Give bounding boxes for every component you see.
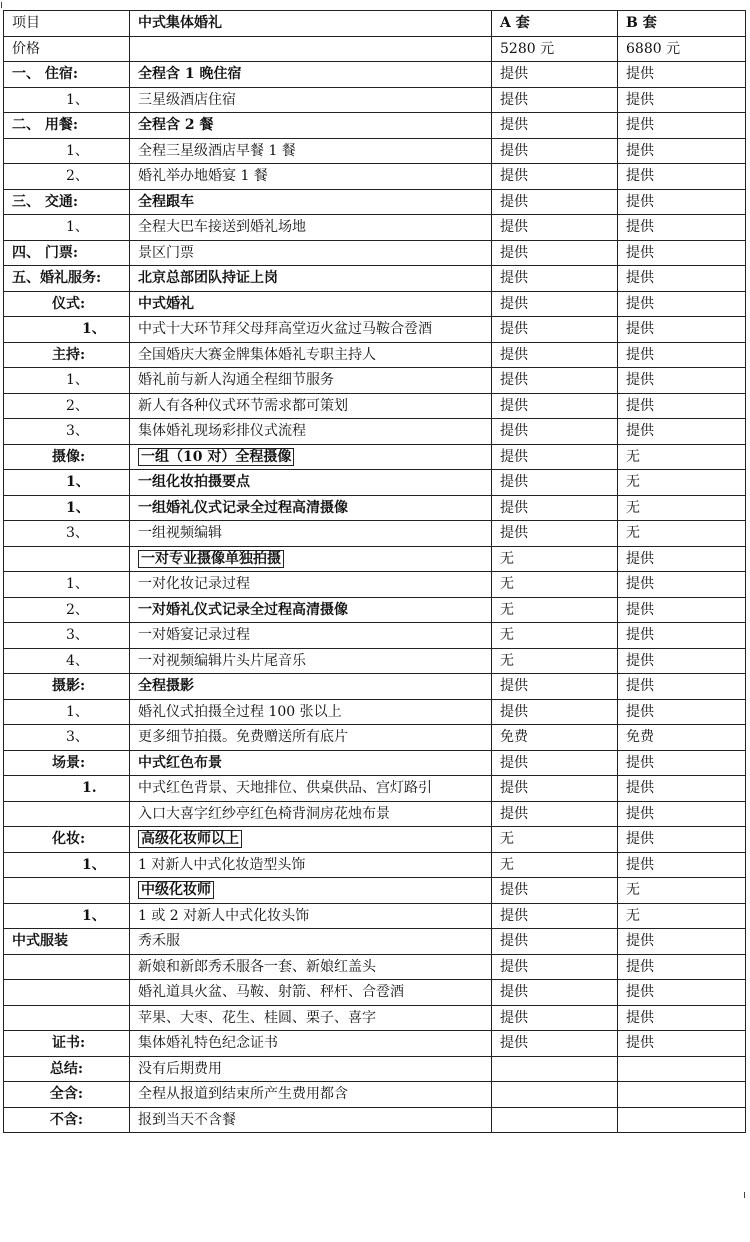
package-a-value: 提供 [492, 138, 618, 164]
package-b-value: 提供 [618, 393, 746, 419]
package-a-value: 提供 [492, 419, 618, 445]
package-a-value: 提供 [492, 240, 618, 266]
row-item-label [4, 980, 130, 1006]
table-row [4, 725, 746, 751]
row-description: 一对专业摄像单独拍摄 [138, 550, 284, 568]
row-description: 全程含 2 餐 [138, 117, 214, 134]
row-item-label: 化妆: [4, 827, 130, 853]
row-description: 中式红色布景 [138, 754, 222, 771]
package-a-value: 无 [492, 827, 618, 853]
row-description-cell [130, 1082, 492, 1108]
table-row [4, 419, 746, 445]
row-item-label: 1、 [4, 699, 130, 725]
package-b-value: 提供 [618, 291, 746, 317]
package-a-value: 提供 [492, 215, 618, 241]
row-description: 一对视频编辑片头片尾音乐 [138, 652, 306, 669]
package-b-value: 提供 [618, 954, 746, 980]
row-item-label [4, 878, 130, 904]
table-row [4, 317, 746, 343]
package-a-value: 提供 [492, 87, 618, 113]
package-b-value: 提供 [618, 827, 746, 853]
package-a-value: 提供 [492, 444, 618, 470]
row-item-label: 1、 [4, 317, 130, 343]
row-description: 更多细节拍摄。免费赠送所有底片 [138, 729, 348, 746]
row-item-label: 2、 [4, 393, 130, 419]
row-item-label: 1、 [4, 852, 130, 878]
row-item-label: 摄像: [4, 444, 130, 470]
table-row [4, 929, 746, 955]
row-description-cell [130, 87, 492, 113]
header-item: 项目 [4, 11, 130, 37]
row-description-cell [130, 470, 492, 496]
row-description: 全程大巴车接送到婚礼场地 [138, 219, 306, 236]
package-b-value: 提供 [618, 750, 746, 776]
package-b-value: 提供 [618, 929, 746, 955]
row-description: 一组视频编辑 [138, 525, 222, 542]
row-item-label: 1、 [4, 87, 130, 113]
package-a-value: 提供 [492, 878, 618, 904]
package-a-value: 提供 [492, 929, 618, 955]
package-b-value: 提供 [618, 648, 746, 674]
row-description-cell [130, 954, 492, 980]
table-row [4, 750, 746, 776]
row-description-cell [130, 317, 492, 343]
table-row [4, 878, 746, 904]
row-item-label: 二、 用餐: [4, 113, 130, 139]
row-description-cell [130, 113, 492, 139]
row-description-cell [130, 852, 492, 878]
row-description: 中式婚礼 [138, 295, 194, 312]
table-row [4, 393, 746, 419]
package-a-value: 提供 [492, 62, 618, 88]
row-description-cell [130, 1031, 492, 1057]
row-description-cell [130, 648, 492, 674]
row-item-label [4, 1005, 130, 1031]
row-description-cell [130, 623, 492, 649]
row-item-label [4, 546, 130, 572]
table-row [4, 1056, 746, 1082]
package-b-value: 提供 [618, 113, 746, 139]
row-description: 一对婚礼仪式记录全过程高清摄像 [138, 601, 348, 618]
table-row [4, 827, 746, 853]
row-description-cell [130, 164, 492, 190]
row-description: 中式红色背景、天地排位、供桌供品、宫灯路引 [138, 780, 432, 797]
package-b-value [618, 1107, 746, 1133]
row-item-label: 仪式: [4, 291, 130, 317]
package-b-value: 提供 [618, 368, 746, 394]
package-a-value: 无 [492, 623, 618, 649]
row-description: 全程跟车 [138, 193, 194, 210]
package-b-value: 提供 [618, 62, 746, 88]
page-corner-mark-top-left [1, 2, 6, 8]
package-b-value: 提供 [618, 597, 746, 623]
package-a-value: 免费 [492, 725, 618, 751]
row-item-label: 3、 [4, 521, 130, 547]
table-row [4, 546, 746, 572]
package-a-value: 5280 元 [492, 36, 618, 62]
row-item-label: 1、 [4, 495, 130, 521]
row-description-cell [130, 572, 492, 598]
row-description-cell [130, 240, 492, 266]
row-description: 一组婚礼仪式记录全过程高清摄像 [138, 499, 348, 516]
table-row [4, 240, 746, 266]
row-description: 景区门票 [138, 244, 194, 261]
table-row [4, 776, 746, 802]
header-package-a: A 套 [492, 11, 618, 37]
table-row [4, 215, 746, 241]
row-description-cell [130, 521, 492, 547]
package-b-value: 提供 [618, 215, 746, 241]
row-description-cell [130, 750, 492, 776]
row-description-cell [130, 266, 492, 292]
package-b-value: 提供 [618, 801, 746, 827]
package-a-value [492, 1082, 618, 1108]
row-description-cell [130, 903, 492, 929]
package-a-value: 提供 [492, 1031, 618, 1057]
package-a-value: 提供 [492, 317, 618, 343]
table-row [4, 699, 746, 725]
table-row [4, 1082, 746, 1108]
table-row [4, 62, 746, 88]
row-item-label [4, 801, 130, 827]
table-row [4, 674, 746, 700]
package-b-value: 无 [618, 878, 746, 904]
table-row [4, 189, 746, 215]
table-row [4, 521, 746, 547]
row-item-label: 全含: [4, 1082, 130, 1108]
package-a-value: 提供 [492, 776, 618, 802]
table-row [4, 368, 746, 394]
package-a-value [492, 1056, 618, 1082]
table-row [4, 980, 746, 1006]
table-row [4, 342, 746, 368]
package-a-value: 提供 [492, 903, 618, 929]
row-item-label: 不含: [4, 1107, 130, 1133]
package-a-value: 提供 [492, 750, 618, 776]
row-description: 全国婚庆大赛金牌集体婚礼专职主持人 [138, 346, 376, 363]
row-description: 全程摄影 [138, 678, 194, 695]
package-b-value: 无 [618, 495, 746, 521]
row-description: 全程含 1 晚住宿 [138, 66, 242, 83]
package-b-value: 提供 [618, 980, 746, 1006]
package-a-value: 提供 [492, 801, 618, 827]
row-description: 1 对新人中式化妆造型头饰 [138, 856, 306, 873]
package-a-value: 无 [492, 546, 618, 572]
package-b-value: 无 [618, 470, 746, 496]
package-b-value: 提供 [618, 776, 746, 802]
package-b-value: 提供 [618, 572, 746, 598]
row-description-cell [130, 1107, 492, 1133]
row-item-label: 中式服装 [4, 929, 130, 955]
package-b-value: 提供 [618, 623, 746, 649]
row-description: 一对婚宴记录过程 [138, 627, 250, 644]
row-description-cell [130, 393, 492, 419]
row-description: 新娘和新郎秀禾服各一套、新娘红盖头 [138, 958, 376, 975]
row-description: 婚礼仪式拍摄全过程 100 张以上 [138, 703, 342, 720]
row-item-label: 总结: [4, 1056, 130, 1082]
row-item-label: 1、 [4, 215, 130, 241]
row-description-cell [130, 725, 492, 751]
package-a-value: 提供 [492, 113, 618, 139]
package-a-value: 提供 [492, 1005, 618, 1031]
package-b-value: 提供 [618, 342, 746, 368]
package-b-value: 无 [618, 521, 746, 547]
package-b-value: 提供 [618, 266, 746, 292]
row-description-cell [130, 495, 492, 521]
row-description-cell [130, 801, 492, 827]
row-item-label: 1、 [4, 368, 130, 394]
table-row [4, 954, 746, 980]
package-b-value: 免费 [618, 725, 746, 751]
row-description-cell [130, 342, 492, 368]
package-a-value: 提供 [492, 954, 618, 980]
row-item-label: 场景: [4, 750, 130, 776]
row-description-cell [130, 699, 492, 725]
row-item-label: 1、 [4, 138, 130, 164]
row-description: 一组（10 对）全程摄像 [138, 448, 294, 466]
package-a-value: 提供 [492, 291, 618, 317]
package-a-value: 无 [492, 648, 618, 674]
row-description: 报到当天不含餐 [138, 1111, 236, 1128]
package-b-value: 6880 元 [618, 36, 746, 62]
row-item-label: 四、 门票: [4, 240, 130, 266]
row-item-label: 1、 [4, 572, 130, 598]
package-b-value: 提供 [618, 546, 746, 572]
row-description-cell [130, 36, 492, 62]
row-description: 一组化妆拍摄要点 [138, 474, 250, 491]
package-b-value: 提供 [618, 1005, 746, 1031]
table-row [4, 444, 746, 470]
package-a-value [492, 1107, 618, 1133]
row-description: 婚礼道具火盆、马鞍、射箭、秤杆、合卺酒 [138, 984, 404, 1001]
row-item-label: 三、 交通: [4, 189, 130, 215]
header-package-b: B 套 [618, 11, 746, 37]
table-row [4, 36, 746, 62]
row-description: 全程三星级酒店早餐 1 餐 [138, 142, 296, 159]
row-description-cell [130, 368, 492, 394]
row-description-cell [130, 929, 492, 955]
package-a-value: 提供 [492, 393, 618, 419]
table-row [4, 470, 746, 496]
table-row [4, 623, 746, 649]
row-description: 苹果、大枣、花生、桂圆、栗子、喜字 [138, 1009, 376, 1026]
row-description-cell [130, 980, 492, 1006]
row-item-label: 3、 [4, 419, 130, 445]
package-b-value: 无 [618, 444, 746, 470]
row-description: 婚礼前与新人沟通全程细节服务 [138, 372, 334, 389]
package-a-value: 无 [492, 597, 618, 623]
row-description: 中式十大环节拜父母拜高堂迈火盆过马鞍合卺酒 [138, 321, 432, 338]
row-description-cell [130, 1005, 492, 1031]
table-row [4, 164, 746, 190]
row-description: 全程从报道到结束所产生费用都含 [138, 1086, 348, 1103]
package-b-value: 提供 [618, 1031, 746, 1057]
row-description-cell [130, 215, 492, 241]
row-description: 入口大喜字红纱亭红色椅背洞房花烛布景 [138, 805, 390, 822]
row-item-label: 五、婚礼服务: [4, 266, 130, 292]
row-description-cell [130, 444, 492, 470]
table-row [4, 597, 746, 623]
row-item-label: 3、 [4, 623, 130, 649]
row-description-cell [130, 1056, 492, 1082]
header-plan-title: 中式集体婚礼 [130, 11, 492, 37]
table-row [4, 113, 746, 139]
package-b-value: 提供 [618, 699, 746, 725]
row-description: 北京总部团队持证上岗 [138, 270, 278, 287]
row-description-cell [130, 827, 492, 853]
row-description: 没有后期费用 [138, 1060, 222, 1077]
package-a-value: 提供 [492, 980, 618, 1006]
row-item-label: 3、 [4, 725, 130, 751]
row-description-cell [130, 62, 492, 88]
package-b-value: 提供 [618, 138, 746, 164]
table-row [4, 801, 746, 827]
row-item-label: 4、 [4, 648, 130, 674]
table-row [4, 903, 746, 929]
row-item-label: 2、 [4, 164, 130, 190]
package-a-value: 提供 [492, 470, 618, 496]
package-a-value: 无 [492, 572, 618, 598]
table-row [4, 852, 746, 878]
row-description-cell [130, 419, 492, 445]
table-row [4, 1005, 746, 1031]
row-description: 秀禾服 [138, 933, 180, 950]
row-description-cell [130, 546, 492, 572]
package-b-value [618, 1056, 746, 1082]
row-description: 高级化妆师以上 [138, 830, 242, 848]
table-row [4, 495, 746, 521]
table-row [4, 87, 746, 113]
package-b-value: 提供 [618, 674, 746, 700]
row-description-cell [130, 138, 492, 164]
table-row [4, 1107, 746, 1133]
row-item-label: 2、 [4, 597, 130, 623]
row-item-label: 价格 [4, 36, 130, 62]
package-b-value: 提供 [618, 189, 746, 215]
row-description-cell [130, 597, 492, 623]
page-corner-mark-bottom-right [744, 1192, 749, 1198]
row-description-cell [130, 776, 492, 802]
row-description-cell [130, 291, 492, 317]
package-b-value [618, 1082, 746, 1108]
row-description: 集体婚礼特色纪念证书 [138, 1035, 278, 1052]
row-item-label [4, 954, 130, 980]
row-item-label: 1、 [4, 470, 130, 496]
row-description: 三星级酒店住宿 [138, 91, 236, 108]
package-b-value: 提供 [618, 317, 746, 343]
table-header-row [4, 11, 746, 37]
row-item-label: 摄影: [4, 674, 130, 700]
row-description: 1 或 2 对新人中式化妆头饰 [138, 907, 310, 924]
package-a-value: 提供 [492, 189, 618, 215]
row-description-cell [130, 878, 492, 904]
package-b-value: 提供 [618, 852, 746, 878]
table-row [4, 291, 746, 317]
row-description: 婚礼举办地婚宴 1 餐 [138, 168, 268, 185]
package-b-value: 无 [618, 903, 746, 929]
table-row [4, 138, 746, 164]
row-description-cell [130, 674, 492, 700]
row-description-cell [130, 189, 492, 215]
row-item-label: 一、 住宿: [4, 62, 130, 88]
row-description: 集体婚礼现场彩排仪式流程 [138, 423, 306, 440]
table-row [4, 1031, 746, 1057]
table-row [4, 572, 746, 598]
row-description: 中级化妆师 [138, 881, 214, 899]
package-a-value: 提供 [492, 368, 618, 394]
row-item-label: 主持: [4, 342, 130, 368]
row-item-label: 1、 [4, 903, 130, 929]
package-b-value: 提供 [618, 164, 746, 190]
package-a-value: 提供 [492, 495, 618, 521]
package-a-value: 提供 [492, 521, 618, 547]
package-a-value: 提供 [492, 164, 618, 190]
package-b-value: 提供 [618, 240, 746, 266]
table-row [4, 266, 746, 292]
package-a-value: 提供 [492, 699, 618, 725]
package-a-value: 提供 [492, 342, 618, 368]
package-comparison-table [3, 10, 746, 1133]
row-item-label: 证书: [4, 1031, 130, 1057]
package-a-value: 提供 [492, 266, 618, 292]
row-description: 一对化妆记录过程 [138, 576, 250, 593]
table-row [4, 648, 746, 674]
row-item-label: 1. [4, 776, 130, 802]
package-a-value: 无 [492, 852, 618, 878]
package-b-value: 提供 [618, 419, 746, 445]
package-b-value: 提供 [618, 87, 746, 113]
row-description: 新人有各种仪式环节需求都可策划 [138, 397, 348, 414]
package-a-value: 提供 [492, 674, 618, 700]
